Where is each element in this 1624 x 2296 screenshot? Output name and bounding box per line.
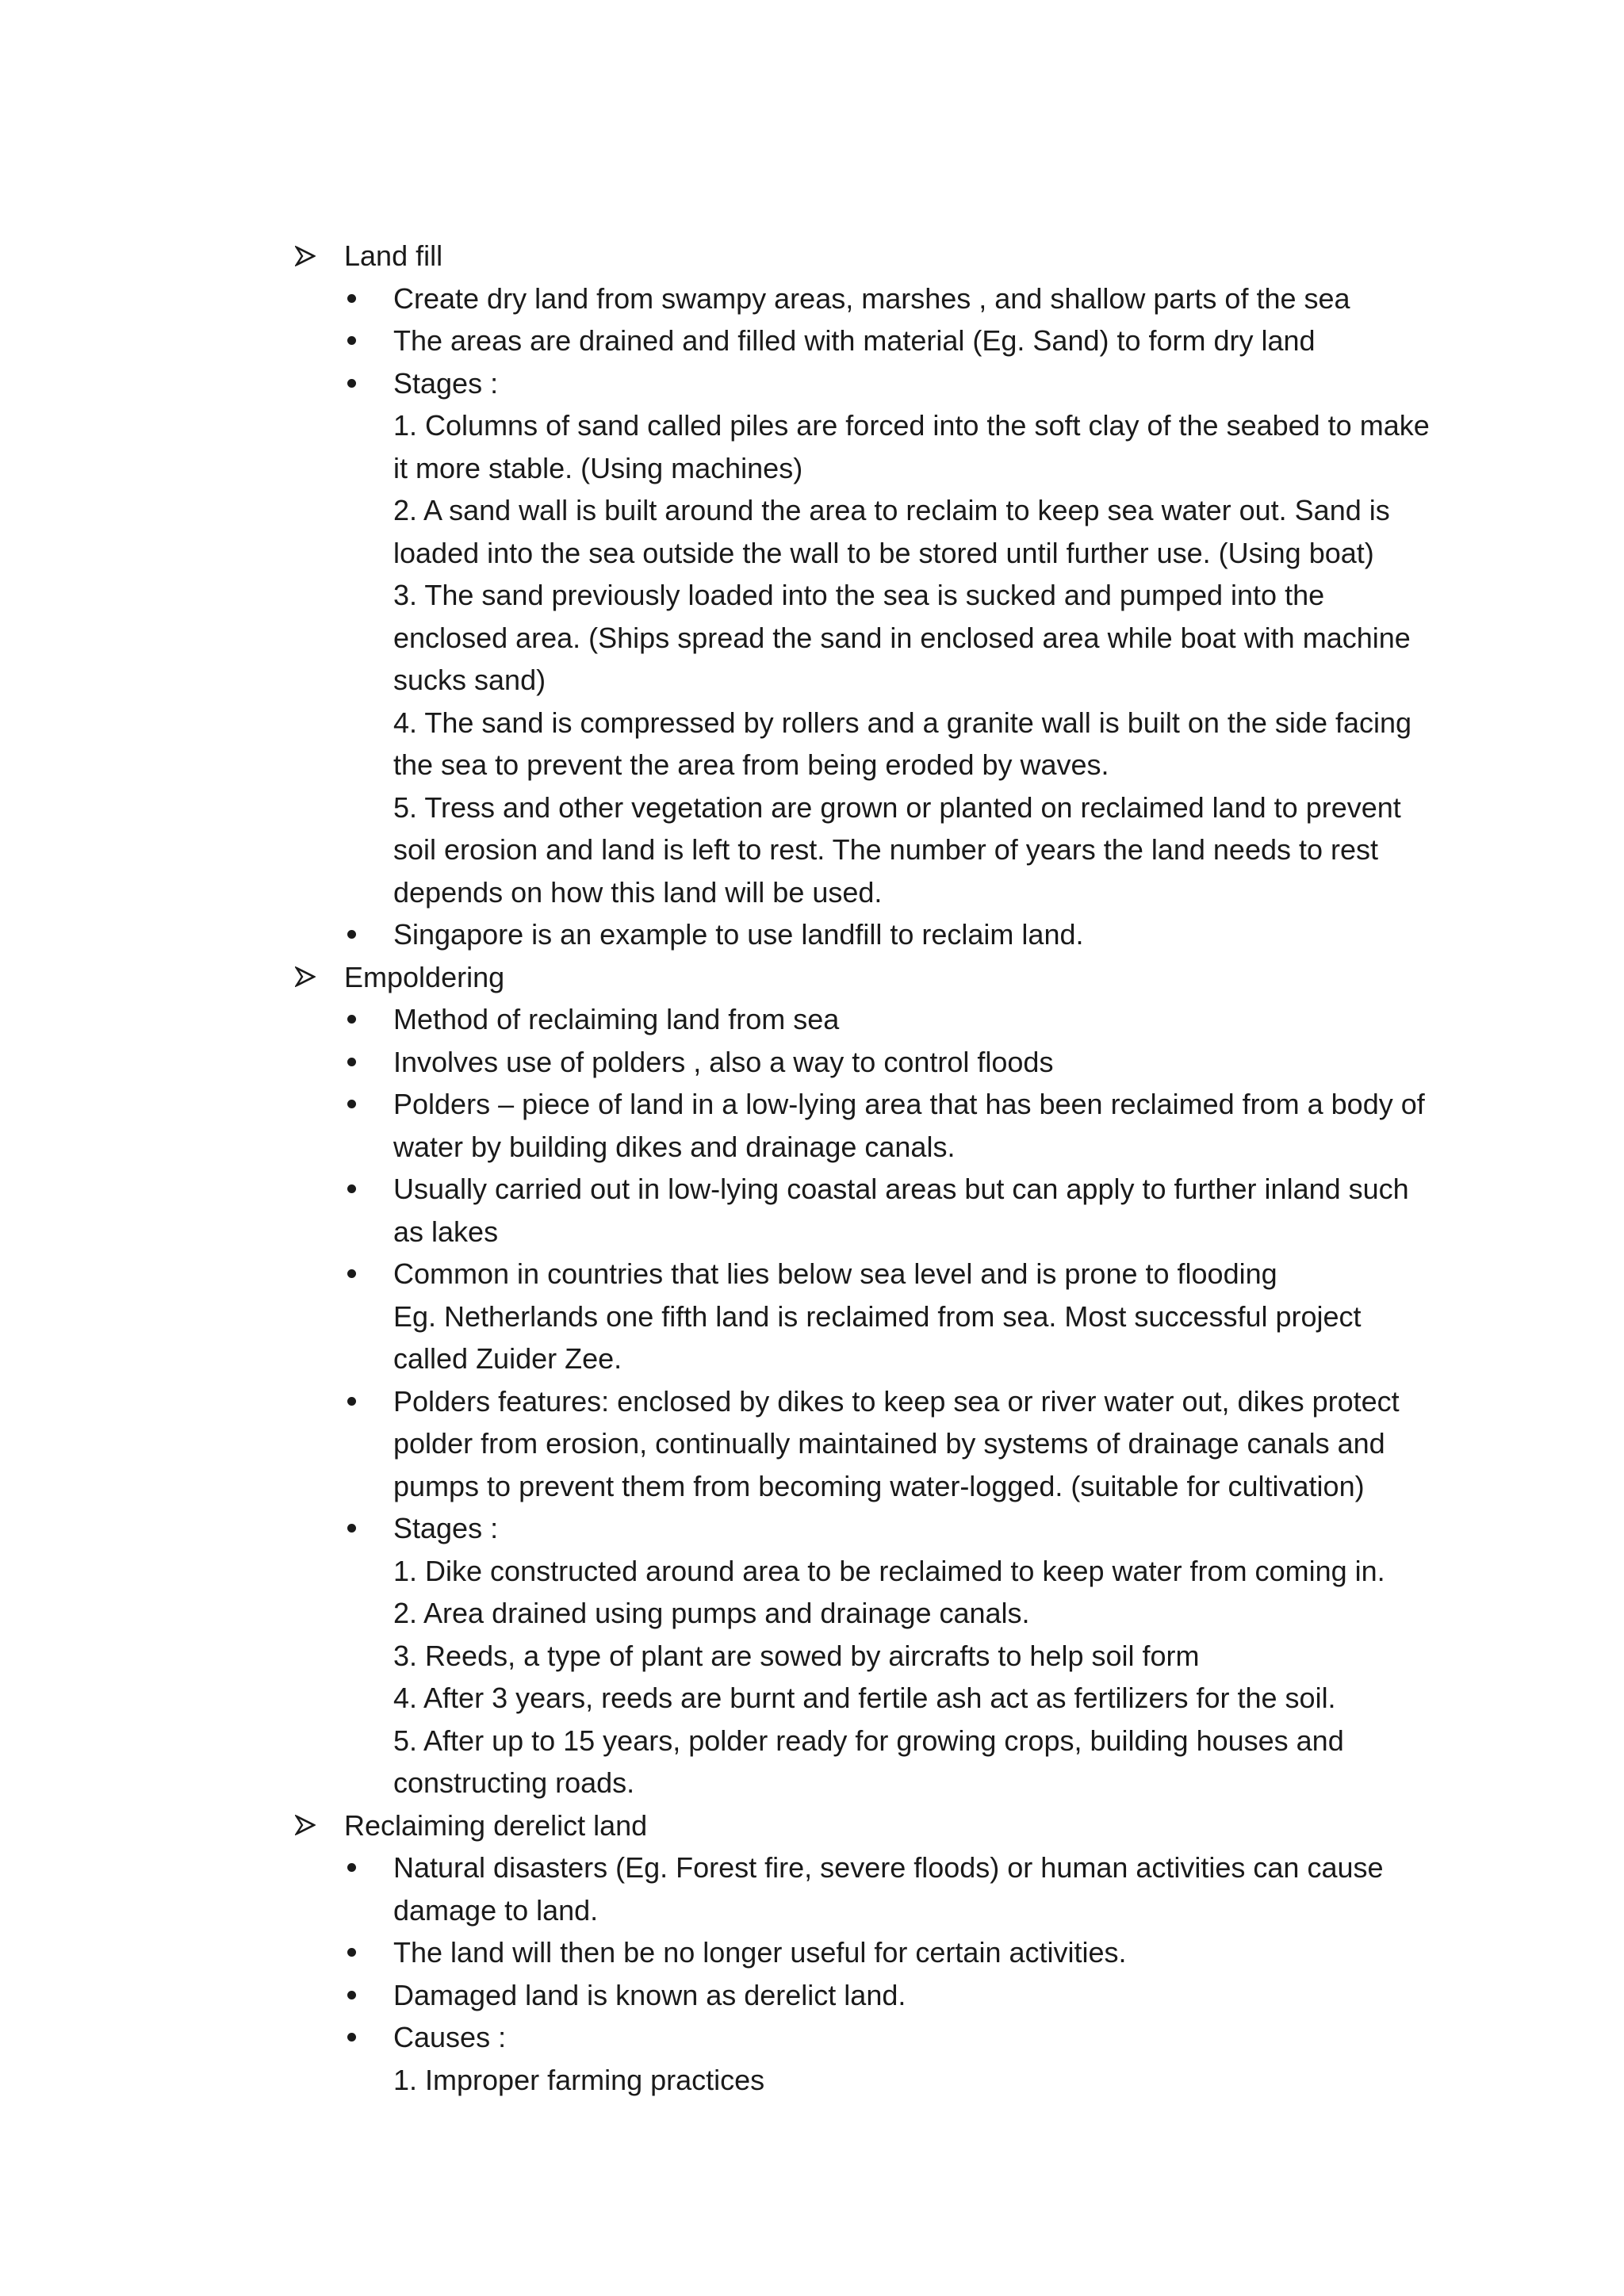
list-item-text: Involves use of polders , also a way to control floods	[393, 1045, 1054, 1078]
arrowhead-bullet-icon	[295, 1804, 327, 1847]
bullet-dot-icon	[347, 1948, 356, 1957]
section-heading	[295, 1804, 1437, 1847]
document-body	[295, 235, 1437, 2101]
list-item-subline: Eg. Netherlands one fifth land is reclaimed from sea. Most successful project called Zuider Zee.	[393, 1299, 1362, 1375]
list-item-text: Polders – piece of land in a low-lying area that has been reclaimed from a body of water by building dikes and drainage canals.	[393, 1088, 1425, 1163]
list-item-text: Method of reclaiming land from sea	[393, 1003, 840, 1035]
list-item	[295, 2016, 1437, 2101]
bullet-dot-icon	[347, 1100, 356, 1108]
list-item	[295, 913, 1437, 956]
list-item-text: Common in countries that lies below sea level and is prone to flooding	[393, 1257, 1277, 1290]
section-title: Empoldering	[344, 960, 505, 993]
bullet-dot-icon	[347, 379, 356, 388]
list-item-text: Damaged land is known as derelict land.	[393, 1978, 906, 2011]
section	[295, 956, 1437, 1804]
bullet-dot-icon	[347, 1058, 356, 1066]
section-heading	[295, 235, 1437, 277]
section	[295, 1804, 1437, 2102]
list-item	[295, 1507, 1437, 1804]
list-item	[295, 1846, 1437, 1931]
bullet-list	[295, 1846, 1437, 2101]
list-item-subline: 4. The sand is compressed by rollers and a granite wall is built on the side facing the sea to prevent the area from being eroded by waves.	[393, 706, 1412, 781]
list-item-text: Stages :	[393, 1512, 499, 1544]
bullet-dot-icon	[347, 294, 356, 303]
list-item-subline: 4. After 3 years, reeds are burnt and fertile ash act as fertilizers for the soil.	[393, 1682, 1336, 1714]
list-item	[295, 1083, 1437, 1168]
list-item-subline: 2. Area drained using pumps and drainage canals.	[393, 1597, 1030, 1629]
list-item-text: The land will then be no longer useful for certain activities.	[393, 1936, 1127, 1969]
bullet-dot-icon	[347, 1015, 356, 1024]
list-item-text: Create dry land from swampy areas, marshes , and shallow parts of the sea	[393, 281, 1350, 315]
list-item-subline: 2. A sand wall is built around the area to reclaim to keep sea water out. Sand is loaded into the sea outside the wall to be stored until further use. (Using boat)	[393, 494, 1390, 569]
bullet-dot-icon	[347, 1863, 356, 1872]
list-item	[295, 1168, 1437, 1253]
list-item-text: Singapore is an example to use landfill to reclaim land.	[393, 918, 1084, 951]
list-item-text: Natural disasters (Eg. Forest fire, severe floods) or human activities can cause damage to land.	[393, 1851, 1384, 1927]
section-title: Land fill	[344, 239, 443, 272]
list-item-subline: 1. Dike constructed around area to be reclaimed to keep water from coming in.	[393, 1554, 1385, 1587]
list-item	[295, 1931, 1437, 1974]
list-item-text: Usually carried out in low-lying coastal areas but can apply to further inland such as lakes	[393, 1173, 1409, 1248]
bullet-list	[295, 277, 1437, 956]
section-heading	[295, 956, 1437, 999]
list-item	[295, 998, 1437, 1041]
list-item	[295, 1380, 1437, 1508]
bullet-dot-icon	[347, 1397, 356, 1406]
list-item	[295, 362, 1437, 914]
arrowhead-bullet-icon	[295, 956, 327, 999]
bullet-dot-icon	[347, 1991, 356, 1999]
bullet-list	[295, 998, 1437, 1804]
list-item-subline: 1. Improper farming practices	[393, 2063, 765, 2096]
list-item	[295, 277, 1437, 320]
bullet-dot-icon	[347, 1184, 356, 1193]
list-item	[295, 1041, 1437, 1084]
list-item-text: Causes :	[393, 2021, 507, 2053]
list-item-subline: 3. Reeds, a type of plant are sowed by aircrafts to help soil form	[393, 1639, 1200, 1672]
list-item-subline: 1. Columns of sand called piles are forced into the soft clay of the seabed to make it more stable. (Using machines)	[393, 409, 1430, 484]
list-item-text: The areas are drained and filled with material (Eg. Sand) to form dry land	[393, 324, 1316, 357]
arrowhead-bullet-icon	[295, 235, 327, 277]
bullet-dot-icon	[347, 1524, 356, 1533]
bullet-dot-icon	[347, 930, 356, 939]
list-item-subline: 5. Tress and other vegetation are grown or planted on reclaimed land to prevent soil erosion and land is left to rest. The number of years the land needs to rest depends on how this land will be used.	[393, 790, 1401, 909]
section	[295, 235, 1437, 956]
list-item	[295, 1253, 1437, 1380]
list-item-subline: 5. After up to 15 years, polder ready for growing crops, building houses and constructing roads.	[393, 1724, 1344, 1799]
list-item	[295, 1974, 1437, 2017]
list-item-text: Stages :	[393, 366, 499, 400]
list-item-subline: 3. The sand previously loaded into the sea is sucked and pumped into the enclosed area. (Ships spread the sand in enclosed area while boat with machine sucks sand)	[393, 579, 1411, 696]
list-item-text: Polders features: enclosed by dikes to keep sea or river water out, dikes protect polder from erosion, continually maintained by systems of drainage canals and pumps to prevent them from becoming water-logged. (suitable for cultivation)	[393, 1384, 1400, 1502]
section-title: Reclaiming derelict land	[344, 1808, 648, 1842]
bullet-dot-icon	[347, 336, 356, 345]
bullet-dot-icon	[347, 1269, 356, 1278]
list-item	[295, 320, 1437, 362]
bullet-dot-icon	[347, 2033, 356, 2042]
